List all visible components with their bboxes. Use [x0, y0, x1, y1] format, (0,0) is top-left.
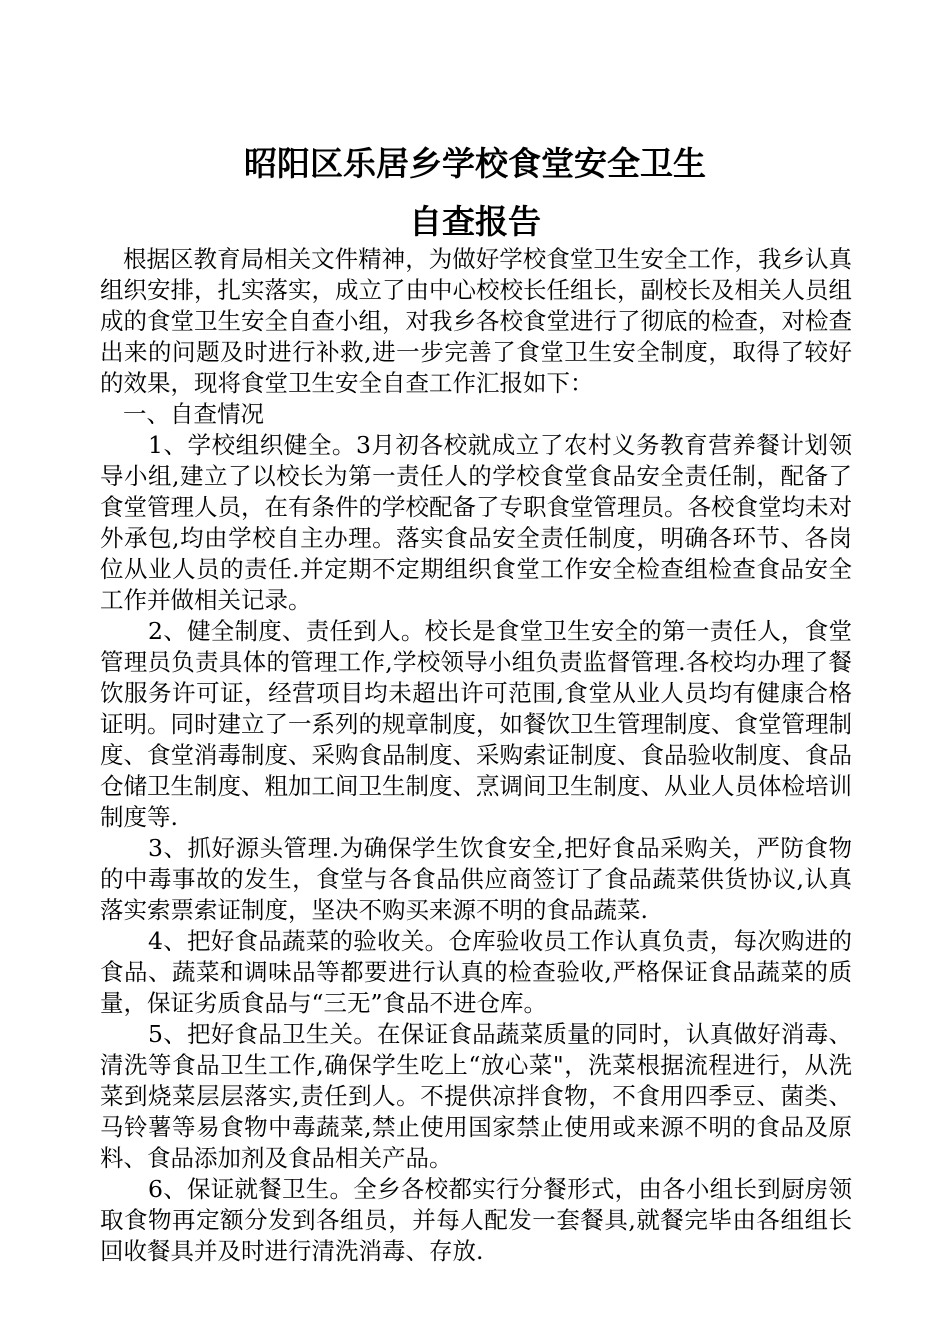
list-item-2: 2、健全制度、责任到人。校长是食堂卫生安全的第一责任人，食堂管理员负责具体的管理工作,学校领导小组负责监督管理.各校均办理了餐饮服务许可证，经营项目均未超出许可范围,食堂从业人员均有健康合格证明。同时建立了一系列的规章制度，如餐饮卫生管理制度、食堂管理制度、食堂消毒制度、采购食品制度、采购索证制度、食品验收制度、食品仓储卫生制度、粗加工间卫生制度、烹调间卫生制度、从业人员体检培训制度等. — [100, 617, 852, 831]
list-item-5: 5、把好食品卫生关。在保证食品蔬菜质量的同时，认真做好消毒、清洗等食品卫生工作,确保学生吃上“放心菜"，洗菜根据流程进行，从洗菜到烧菜层层落实,责任到人。不提供凉拌食物，不食用四季豆、菌类、马铃薯等易食物中毒蔬菜,禁止使用国家禁止使用或来源不明的食品及原料、食品添加剂及食品相关产品。 — [100, 1020, 852, 1172]
list-item-3: 3、抓好源头管理.为确保学生饮食安全,把好食品采购关，严防食物的中毒事故的发生，食堂与各食品供应商签订了食品蔬菜供货协议,认真落实索票索证制度，坚决不购买来源不明的食品蔬菜. — [100, 834, 852, 924]
intro-paragraph: 根据区教育局相关文件精神，为做好学校食堂卫生安全工作，我乡认真组织安排，扎实落实，成立了由中心校校长任组长，副校长及相关人员组成的食堂卫生安全自查小组，对我乡各校食堂进行了彻底的检查，对检查出来的问题及时进行补救,进一步完善了食堂卫生安全制度，取得了较好的效果，现将食堂卫生安全自查工作汇报如下： — [100, 245, 852, 397]
document-body — [100, 244, 852, 1267]
document-title-line1: 昭阳区乐居乡学校食堂安全卫生 — [244, 144, 706, 183]
list-item-6: 6、保证就餐卫生。全乡各校都实行分餐形式，由各小组长到厨房领取食物再定额分发到各组员，并每人配发一套餐具,就餐完毕由各组组长回收餐具并及时进行清洗消毒、存放. — [100, 1175, 852, 1265]
list-item-4: 4、把好食品蔬菜的验收关。仓库验收员工作认真负责，每次购进的食品、蔬菜和调味品等都要进行认真的检查验收,严格保证食品蔬菜的质量，保证劣质食品与“三无”食品不进仓库。 — [100, 927, 852, 1017]
document-title-line2: 自查报告 — [409, 202, 541, 241]
list-item-1: 1、学校组织健全。3月初各校就成立了农村义务教育营养餐计划领导小组,建立了以校长为第一责任人的学校食堂食品安全责任制，配备了食堂管理人员，在有条件的学校配备了专职食堂管理员。各校食堂均未对外承包,均由学校自主办理。落实食品安全责任制度，明确各环节、各岗位从业人员的责任.并定期不定期组织食堂工作安全检查组检查食品安全工作并做相关记录。 — [100, 431, 852, 614]
section-heading: 一、自查情况 — [123, 400, 264, 428]
